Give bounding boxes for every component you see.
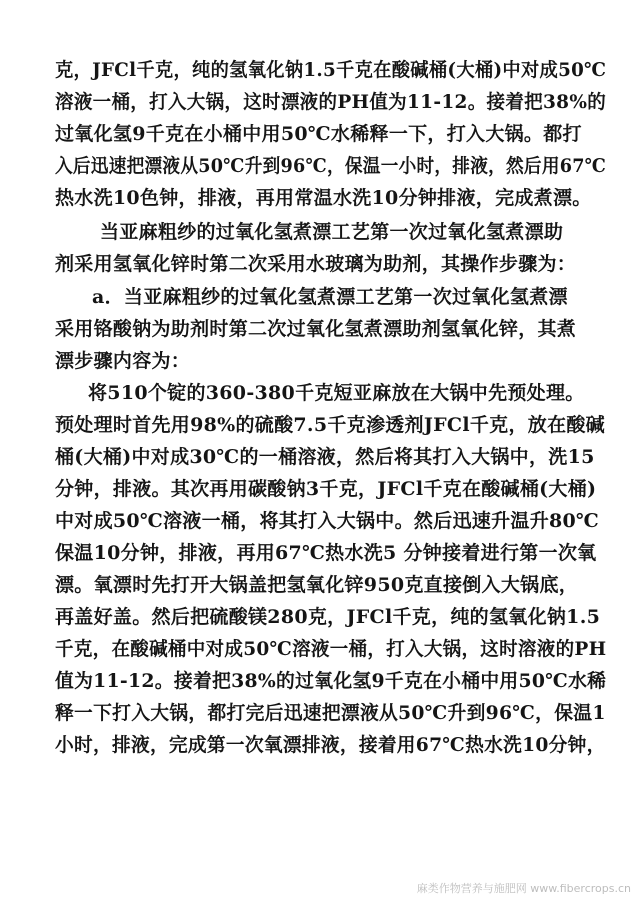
text-line: 采用铬酸钠为助剂时第二次过氧化氢煮漂助剂氢氧化锌，其煮 — [55, 318, 577, 340]
text-line: 漂步骤内容为： — [55, 350, 191, 372]
text-line: 中对成50℃溶液一桶，将其打入大锅中。然后迅速升温升80℃ — [55, 510, 600, 532]
text-line: 分钟，排液。其次再用碳酸钠3千克，JFCl千克在酸碱桶(大桶) — [55, 478, 597, 500]
text-line: 溶液一桶，打入大锅，这时漂液的PH值为11-12。接着把38%的 — [55, 91, 607, 113]
text-line: 小时，排液，完成第一次氧漂排液，接着用67℃热水洗10分钟， — [55, 734, 606, 756]
text-line: 释一下打入大锅，都打完后迅速把漂液从50℃升到96℃，保温1 — [55, 702, 606, 724]
text-line: 克，JFCl千克，纯的氢氧化钠1.5千克在酸碱桶(大桶)中对成50℃ — [55, 59, 607, 81]
text-line: 值为11-12。接着把38%的过氧化氢9千克在小桶中用50℃水稀 — [55, 670, 607, 692]
text-line: 热水洗10色钟，排液，再用常温水洗10分钟排液，完成煮漂。 — [55, 187, 592, 209]
text-line: 过氧化氢9千克在小桶中用50℃水稀释一下，打入大锅。都打 — [55, 123, 582, 145]
text-line: 桶(大桶)中对成30℃的一桶溶液，然后将其打入大锅中，洗15 — [55, 446, 595, 468]
text-line: 当亚麻粗纱的过氧化氢煮漂工艺第一次过氧化氢煮漂助 — [100, 221, 564, 243]
text-line: 入后迅速把漂液从50℃升到96℃，保温一小时，排液，然后用67℃ — [55, 155, 607, 177]
watermark: 麻类作物营养与施肥网 www.fibercrops.cn — [416, 882, 631, 895]
text-line: a．当亚麻粗纱的过氧化氢煮漂工艺第一次过氧化氢煮漂 — [92, 286, 568, 308]
text-line: 千克，在酸碱桶中对成50℃溶液一桶，打入大锅，这时溶液的PH — [55, 638, 607, 660]
text-line: 将510个锭的360-380千克短亚麻放在大锅中先预处理。 — [88, 382, 585, 404]
text-line: 预处理时首先用98%的硫酸7.5千克渗透剂JFCl千克，放在酸碱 — [55, 414, 605, 436]
text-line: 剂采用氢氧化锌时第二次采用水玻璃为助剂，其操作步骤为： — [55, 253, 577, 275]
text-line: 保温10分钟，排液，再用67℃热水洗5 分钟接着进行第一次氧 — [55, 542, 597, 564]
text-line: 再盖好盖。然后把硫酸镁280克，JFCl千克，纯的氢氧化钠1.5 — [55, 606, 601, 628]
text-line: 漂。氧漂时先打开大锅盖把氢氧化锌950克直接倒入大锅底， — [55, 574, 579, 596]
